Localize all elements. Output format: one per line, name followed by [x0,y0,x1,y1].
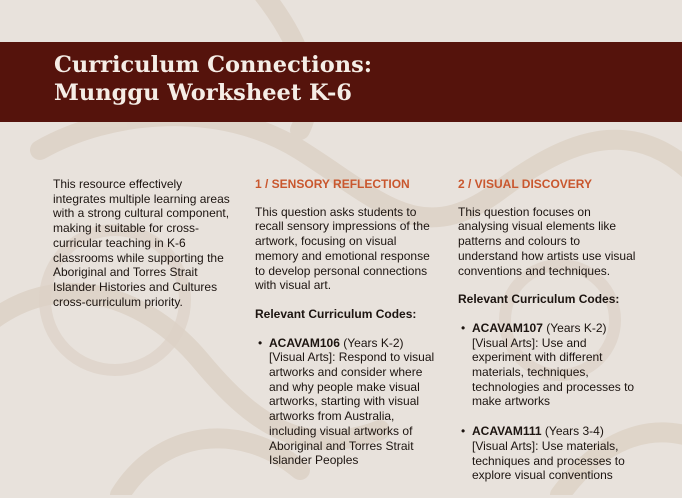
curriculum-description: [Visual Arts]: Respond to visual artworks and consider where and why people make visual artworks, starting with visual artworks from Australia, including visual artworks of Aboriginal and Torres Strait Islander Peoples [269,350,435,468]
curriculum-code-list [255,336,437,468]
curriculum-description: [Visual Arts]: Use materials, techniques and processes to explore visual conventions [472,438,625,483]
curriculum-code: ACAVAM111 [472,424,542,439]
intro-text: This resource effectively integrates multiple learning areas with a strong cultural component, making it suitable for cross-curricular teaching in K-6 classrooms while supporting the Aboriginal and Torres Strait Islander Histories and Cultures cross-curriculum priority. [53,177,230,309]
section-heading: 2 / VISUAL DISCOVERY [458,177,593,191]
bullet-icon: • [258,335,263,350]
intro-column [53,177,235,309]
curriculum-years: (Years K-2) [542,320,607,335]
codes-heading: Relevant Curriculum Codes: [255,306,417,321]
bullet-icon: • [461,424,466,439]
curriculum-code: ACAVAM106 [269,335,340,350]
curriculum-code-item [255,336,437,468]
section-heading: 1 / SENSORY REFLECTION [255,177,410,191]
curriculum-code-item [458,321,642,409]
curriculum-code-item [458,424,642,483]
curriculum-years: (Years 3-4) [541,424,604,439]
section-body: This question focuses on analysing visual elements like patterns and colours to understand how artists use visual conventions and techniques. [458,204,636,278]
curriculum-years: (Years K-2) [339,335,404,350]
bullet-icon: • [461,320,466,335]
page-title [54,51,372,107]
section-visual-discovery [458,177,642,498]
section-sensory-reflection [255,177,437,483]
codes-heading: Relevant Curriculum Codes: [458,292,620,307]
page-title-line-2: Munggu Worksheet K-6 [54,80,352,106]
curriculum-code: ACAVAM107 [472,320,543,335]
page-title-line-1: Curriculum Connections: [54,52,373,78]
curriculum-code-list [458,321,642,483]
section-body: This question asks students to recall sensory impressions of the artwork, focusing on visual memory and emotional response to develop personal connections with visual art. [255,204,430,293]
curriculum-description: [Visual Arts]: Use and experiment with different materials, techniques, technologies and processes to make artworks [472,335,635,409]
